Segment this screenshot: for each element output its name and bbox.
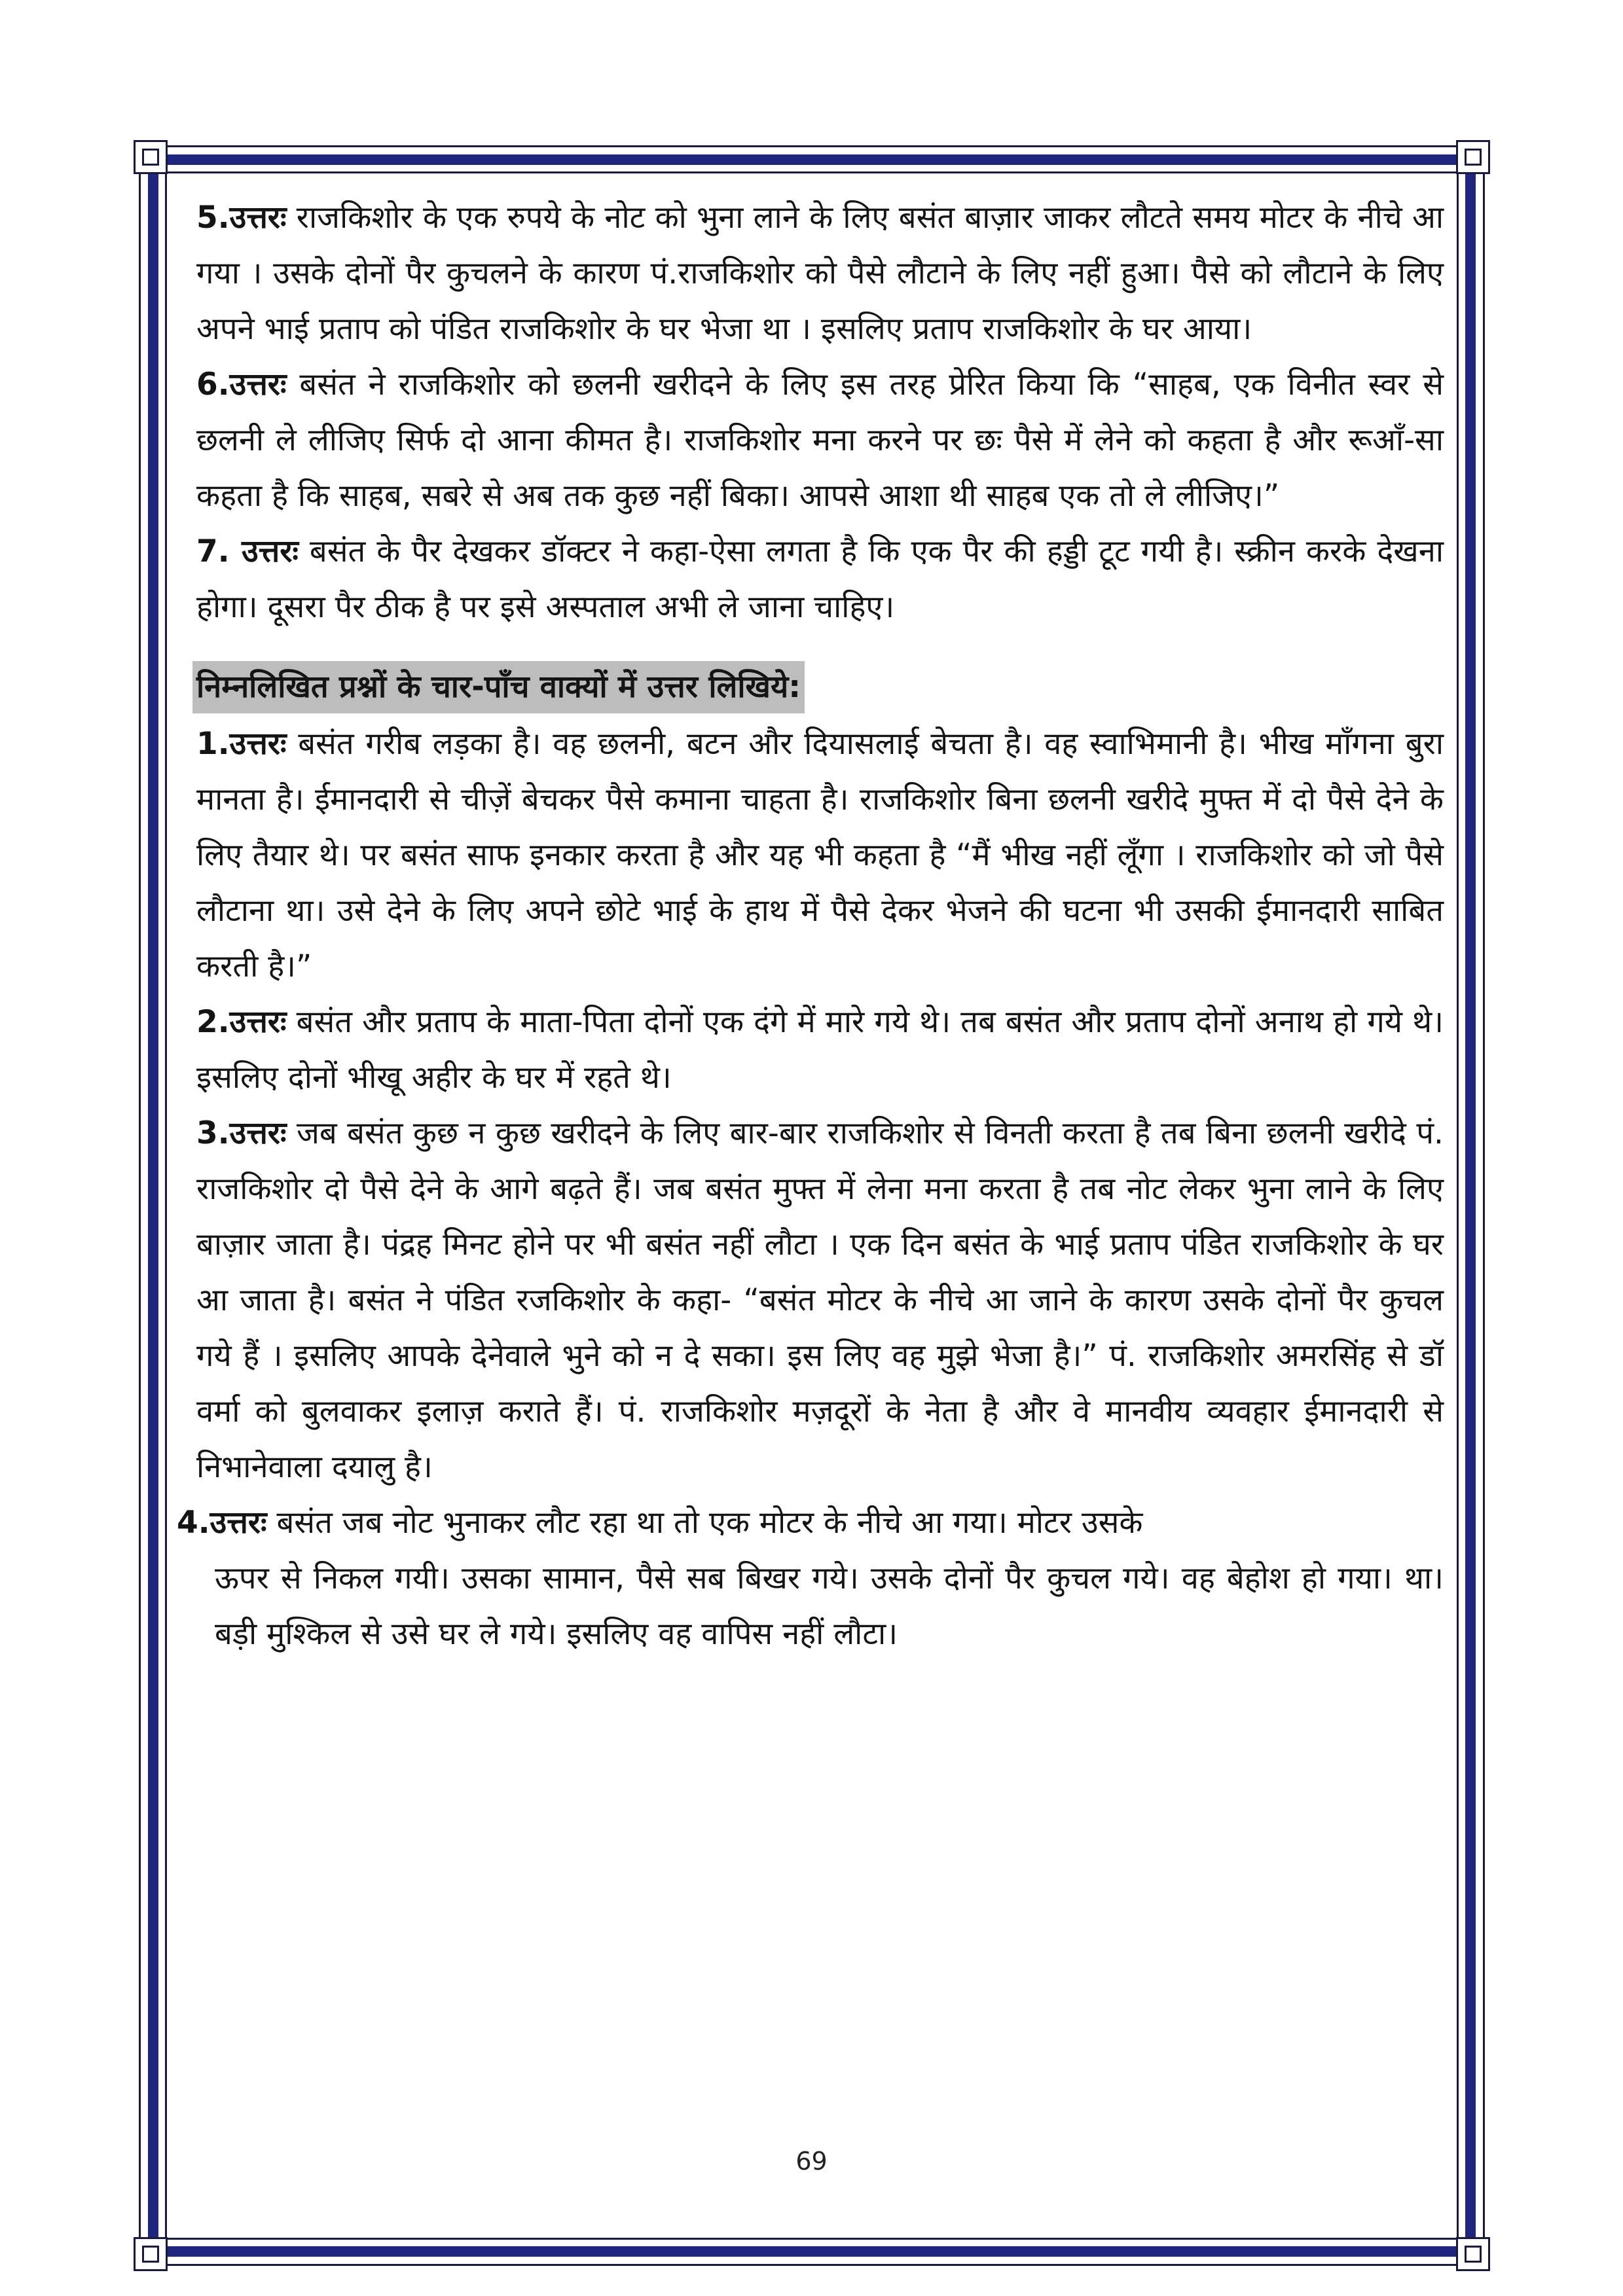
- answer-3: [196, 1105, 1444, 1495]
- answer-label: 4.उत्तरः: [177, 1505, 267, 1541]
- section-heading: निम्नलिखित प्रश्नों के चार-पाँच वाक्यों में उत्तर लिखिये:: [192, 661, 805, 713]
- answer-text: बसंत के पैर देखकर डॉक्टर ने कहा-ऐसा लगता है कि एक पैर की हड्डी टूट गयी है। स्क्रीन करके देखना होगा। दूसरा पैर ठीक है पर इसे अस्पताल अभी ले जाना चाहिए।: [196, 533, 1444, 625]
- answer-2: [196, 994, 1444, 1105]
- answer-label: 2.उत्तरः: [196, 1004, 287, 1040]
- answer-7: [196, 524, 1444, 635]
- answer-4: [177, 1495, 1444, 1662]
- answer-text: राजकिशोर के एक रुपये के नोट को भुना लाने के लिए बसंत बाज़ार जाकर लौटते समय मोटर के नीचे आ गया । उसके दोनों पैर कुचलने के कारण पं.राजकिशोर को पैसे लौटाने के लिए नहीं हुआ। पैसे को लौटाने के लिए अपने भाई प्रताप को पंडित राजकिशोर के घर भेजा था । इसलिए प्रताप राजकिशोर के घर आया।: [196, 200, 1444, 347]
- answer-label: 6.उत्तरः: [196, 367, 287, 403]
- answer-text: बसंत गरीब लड़का है। वह छलनी, बटन और दियासलाई बेचता है। वह स्वाभिमानी है। भीख माँगना बुरा मानता है। ईमानदारी से चीज़ें बेचकर पैसे कमाना चाहता है। राजकिशोर बिना छलनी खरीदे मुफ्त में दो पैसे देने के लिए तैयार थे। पर बसंत साफ इनकार करता है और यह भी कहता है “मैं भीख नहीं लूँगा । राजकिशोर को जो पैसे लौटाना था। उसे देने के लिए अपने छोटे भाई के हाथ में पैसे देकर भेजने की घटना भी उसकी ईमानदारी साबित करती है।”: [196, 726, 1444, 984]
- answer-label: 7. उत्तरः: [196, 533, 299, 569]
- corner-ornament-bottom-left: [134, 2237, 168, 2271]
- corner-ornament-top-right: [1456, 140, 1490, 174]
- corner-ornament-bottom-right: [1456, 2237, 1490, 2271]
- answer-label: 3.उत्तरः: [196, 1115, 287, 1151]
- answer-5: [196, 190, 1444, 357]
- answer-text: बसंत ने राजकिशोर को छलनी खरीदने के लिए इस तरह प्रेरित किया कि “साहब, एक विनीत स्वर से छलनी ले लीजिए सिर्फ दो आना कीमत है। राजकिशोर मना करने पर छः पैसे में लेने को कहता है और रूआँ-सा कहता है कि साहब, सबरे से अब तक कुछ नहीं बिका। आपसे आशा थी साहब एक तो ले लीजिए।”: [196, 367, 1444, 514]
- answer-text: ऊपर से निकल गयी। उसका सामान, पैसे सब बिखर गये। उसके दोनों पैर कुचल गये। वह बेहोश हो गया। था। बड़ी मुश्किल से उसे घर ले गये। इसलिए वह वापिस नहीं लौटा।: [215, 1560, 1444, 1652]
- page-content: [177, 190, 1444, 1662]
- answer-label: 1.उत्तरः: [196, 726, 287, 762]
- corner-ornament-top-left: [134, 140, 168, 174]
- answer-6: [196, 357, 1444, 524]
- answer-text: बसंत और प्रताप के माता-पिता दोनों एक दंगे में मारे गये थे। तब बसंत और प्रताप दोनों अनाथ हो गये थे। इसलिए दोनों भीखू अहीर के घर में रहते थे।: [196, 1004, 1444, 1096]
- answer-1: [196, 716, 1444, 994]
- answer-first-line: बसंत जब नोट भुनाकर लौट रहा था तो एक मोटर के नीचे आ गया। मोटर उसके: [266, 1505, 1143, 1541]
- answer-text: जब बसंत कुछ न कुछ खरीदने के लिए बार-बार राजकिशोर से विनती करता है तब बिना छलनी खरीदे पं. राजकिशोर दो पैसे देने के आगे बढ़ते हैं। जब बसंत मुफ्त में लेना मना करता है तब नोट लेकर भुना लाने के लिए बाज़ार जाता है। पंद्रह मिनट होने पर भी बसंत नहीं लौटा । एक दिन बसंत के भाई प्रताप पंडित राजकिशोर के घर आ जाता है। बसंत ने पंडित रजकिशोर के कहा- “बसंत मोटर के नीचे आ जाने के कारण उसके दोनों पैर कुचल गये हैं । इसलिए आपके देनेवाले भुने को न दे सका। इस लिए वह मुझे भेजा है।” पं. राजकिशोर अमरसिंह से डॉ वर्मा को बुलवाकर इलाज़ कराते हैं। पं. राजकिशोर मज़दूरों के नेता है और वे मानवीय व्यवहार ईमानदारी से निभानेवाला दयालु है।: [196, 1115, 1444, 1485]
- page-number: 69: [795, 2147, 828, 2176]
- answer-label: 5.उत्तरः: [196, 200, 287, 236]
